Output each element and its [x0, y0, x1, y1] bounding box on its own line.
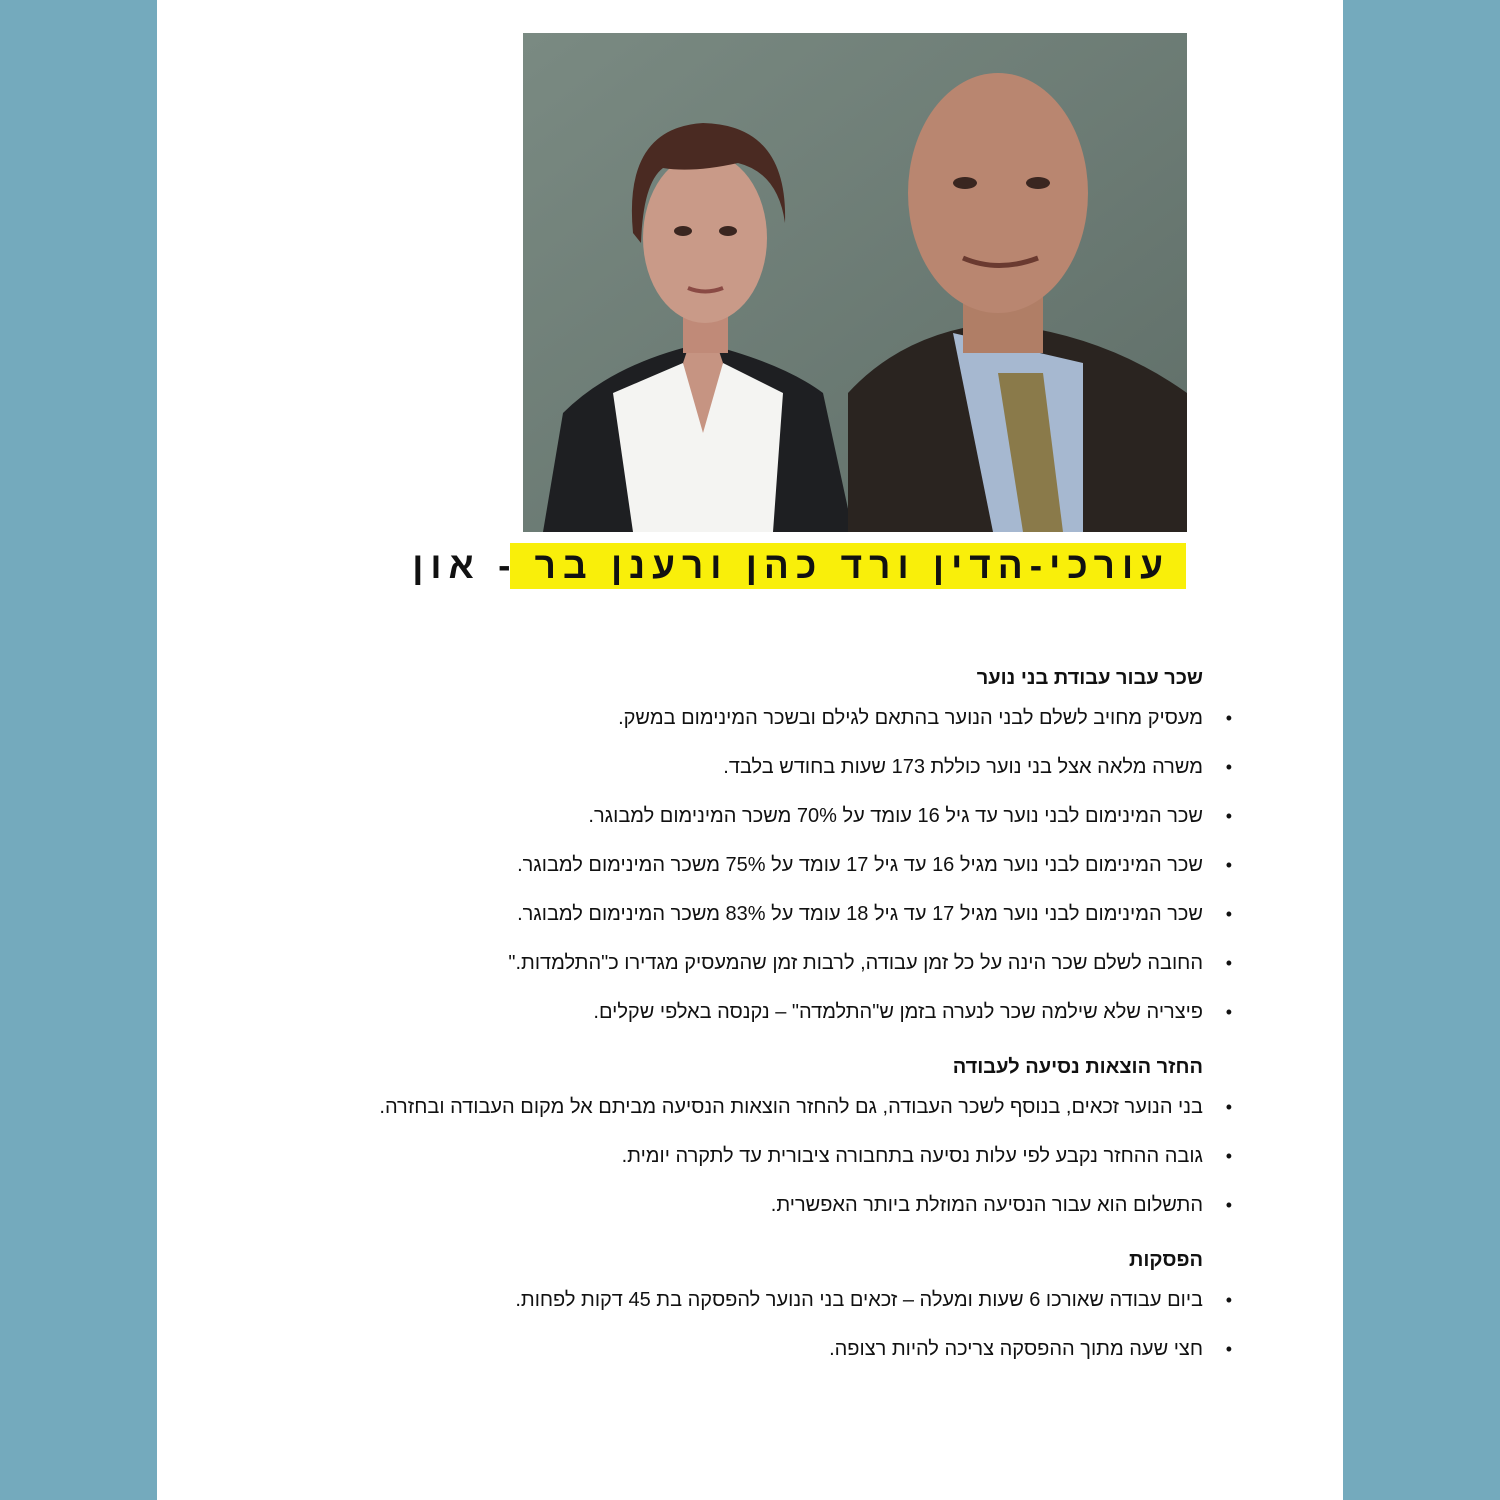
- bullet-icon: •: [1225, 1097, 1232, 1117]
- bullet-icon: •: [1225, 806, 1232, 826]
- list-item: [297, 1188, 1232, 1222]
- list-item-text: ביום עבודה שאורכו 6 שעות ומעלה – זכאים בני הנוער להפסקה בת 45 דקות לפחות.: [515, 1289, 1203, 1311]
- article-content: [297, 655, 1232, 1381]
- list-item-text: חצי שעה מתוך ההפסקה צריכה להיות רצופה.: [829, 1338, 1203, 1360]
- lawyers-name-banner: עורכי-הדין ורד כהן ורענן בר - און: [510, 543, 1186, 589]
- list-item: [297, 1332, 1232, 1366]
- document-page: [157, 0, 1343, 1500]
- youth-wages-list: [297, 701, 1232, 1029]
- bullet-icon: •: [1225, 855, 1232, 875]
- breaks-list: [297, 1283, 1232, 1366]
- list-item-text: גובה ההחזר נקבע לפי עלות נסיעה בתחבורה ציבורית עד לתקרה יומית.: [621, 1145, 1203, 1167]
- bullet-icon: •: [1225, 1339, 1232, 1359]
- bullet-icon: •: [1225, 1195, 1232, 1215]
- bullet-icon: •: [1225, 1290, 1232, 1310]
- list-item-text: בני הנוער זכאים, בנוסף לשכר העבודה, גם להחזר הוצאות הנסיעה מביתם אל מקום העבודה ובחזרה.: [379, 1096, 1203, 1118]
- list-item: [297, 848, 1232, 882]
- list-item: [297, 1283, 1232, 1317]
- list-item-text: שכר המינימום לבני נוער מגיל 17 עד גיל 18 עומד על 83% משכר המינימום למבוגר.: [517, 903, 1203, 925]
- list-item: [297, 995, 1232, 1029]
- section-title-breaks: הפסקות: [1129, 1249, 1203, 1271]
- section-title-youth-wages: שכר עבור עבודת בני נוער: [976, 667, 1203, 689]
- travel-expenses-list: [297, 1090, 1232, 1222]
- bullet-icon: •: [1225, 953, 1232, 973]
- list-item-text: שכר המינימום לבני נוער עד גיל 16 עומד על 70% משכר המינימום למבוגר.: [588, 805, 1203, 827]
- list-item-text: התשלום הוא עבור הנסיעה המוזלת ביותר האפשרית.: [770, 1194, 1203, 1216]
- bullet-icon: •: [1225, 1146, 1232, 1166]
- list-item-text: פיצריה שלא שילמה שכר לנערה בזמן ש"התלמדה" – נקנסה באלפי שקלים.: [593, 1001, 1203, 1023]
- bullet-icon: •: [1225, 708, 1232, 728]
- list-item: [297, 946, 1232, 980]
- list-item: [297, 1139, 1232, 1173]
- list-item: [297, 799, 1232, 833]
- list-item: [297, 1090, 1232, 1124]
- list-item-text: מעסיק מחויב לשלם לבני הנוער בהתאם לגילם ובשכר המינימום במשק.: [618, 707, 1203, 729]
- section-title-travel-expenses: החזר הוצאות נסיעה לעבודה: [952, 1056, 1203, 1078]
- lawyers-photo: [523, 33, 1187, 532]
- list-item: [297, 897, 1232, 931]
- bullet-icon: •: [1225, 1002, 1232, 1022]
- list-item: [297, 750, 1232, 784]
- list-item-text: משרה מלאה אצל בני נוער כוללת 173 שעות בחודש בלבד.: [723, 756, 1203, 778]
- list-item: [297, 701, 1232, 735]
- bullet-icon: •: [1225, 904, 1232, 924]
- list-item-text: שכר המינימום לבני נוער מגיל 16 עד גיל 17 עומד על 75% משכר המינימום למבוגר.: [517, 854, 1203, 876]
- bullet-icon: •: [1225, 757, 1232, 777]
- list-item-text: החובה לשלם שכר הינה על כל זמן עבודה, לרבות זמן שהמעסיק מגדירו כ"התלמדות.": [508, 952, 1203, 974]
